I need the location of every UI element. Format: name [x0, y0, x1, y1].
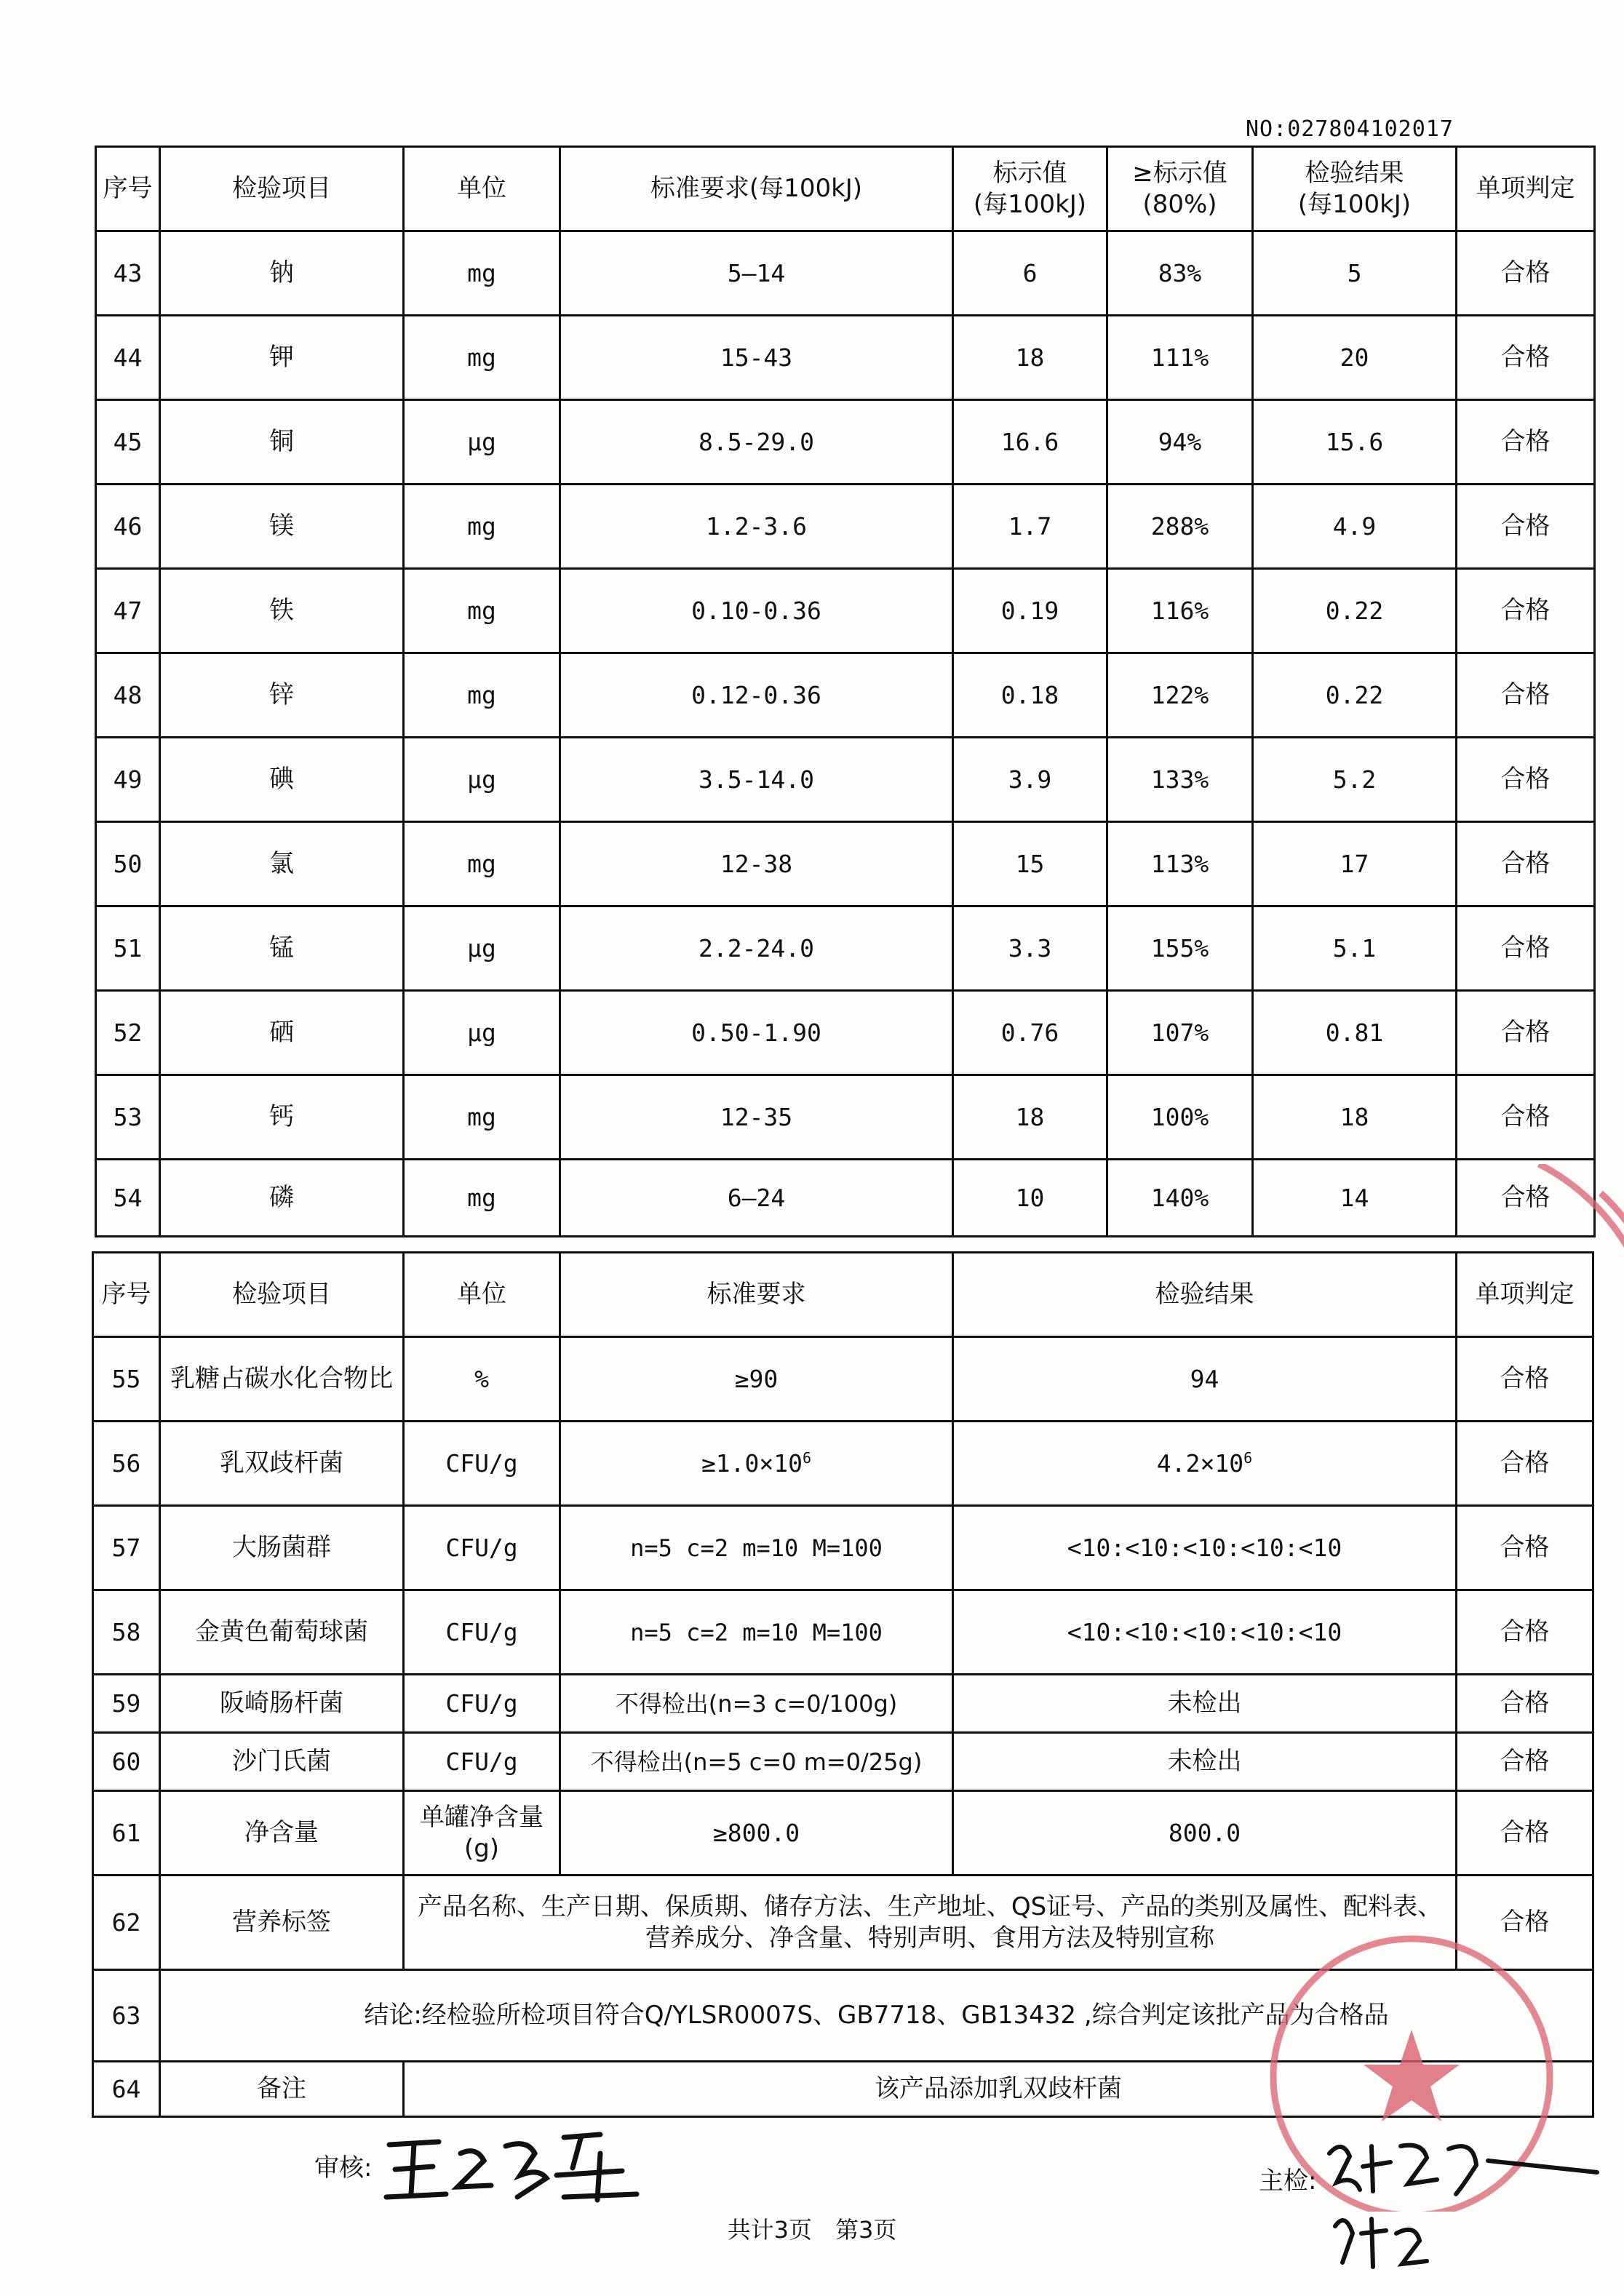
standard-cell: 1.2-3.6 [560, 485, 953, 569]
ratio-cell: 116% [1107, 569, 1253, 653]
verdict-cell: 合格 [1457, 316, 1595, 400]
table-row [96, 400, 1595, 485]
label-value-cell: 1.7 [953, 485, 1107, 569]
header-ratio-line2: (80%) [1142, 189, 1217, 219]
ratio-cell: 122% [1107, 653, 1253, 738]
unit-cell: μg [404, 738, 560, 822]
table-row [96, 231, 1595, 316]
mineral-test-table [95, 146, 1596, 1237]
header-result-line1: 检验结果 [1305, 159, 1404, 188]
item-cell: 磷 [160, 1160, 404, 1237]
seq-cell: 61 [93, 1791, 160, 1876]
ratio-cell: 133% [1107, 738, 1253, 822]
seq-cell: 47 [96, 569, 160, 653]
seq-cell: 57 [93, 1506, 160, 1590]
label-value-cell: 0.76 [953, 991, 1107, 1075]
unit-cell: mg [404, 653, 560, 738]
standard-cell: 6—24 [560, 1160, 953, 1237]
unit-cell: mg [404, 569, 560, 653]
ratio-cell: 288% [1107, 485, 1253, 569]
unit-cell: mg [404, 316, 560, 400]
remark-text: 该产品添加乳双歧杆菌 [404, 2062, 1593, 2117]
seal-star-icon [1364, 2030, 1460, 2121]
label-value-cell: 3.3 [953, 906, 1107, 991]
verdict-cell: 合格 [1457, 231, 1595, 316]
result-cell: 14 [1253, 1160, 1457, 1237]
label-value-cell: 15 [953, 822, 1107, 906]
standard-cell [560, 1422, 953, 1506]
label-value-cell: 10 [953, 1160, 1107, 1237]
result-cell: 5.2 [1253, 738, 1457, 822]
header-ratio-line1: ≥标示值 [1132, 159, 1227, 188]
verdict-cell: 合格 [1457, 822, 1595, 906]
result-exponent: 6 [1243, 1448, 1253, 1467]
header-ratio [1107, 147, 1253, 231]
standard-cell: 12-38 [560, 822, 953, 906]
reviewer-signature [382, 2124, 644, 2212]
standard-cell: 0.12-0.36 [560, 653, 953, 738]
verdict-cell: 合格 [1457, 569, 1595, 653]
unit-cell: CFU/g [404, 1733, 560, 1791]
seq-cell: 59 [93, 1675, 160, 1733]
header-unit: 单位 [404, 147, 560, 231]
ratio-cell: 94% [1107, 400, 1253, 485]
item-cell: 碘 [160, 738, 404, 822]
standard-cell: ≥800.0 [560, 1791, 953, 1876]
verdict-cell: 合格 [1457, 991, 1595, 1075]
seq-cell: 51 [96, 906, 160, 991]
result-cell: 15.6 [1253, 400, 1457, 485]
item-cell: 氯 [160, 822, 404, 906]
ratio-cell: 140% [1107, 1160, 1253, 1237]
header-verdict: 单项判定 [1457, 147, 1595, 231]
item-cell: 钾 [160, 316, 404, 400]
seq-cell: 63 [93, 1970, 160, 2062]
table-row [96, 906, 1595, 991]
table-row [96, 991, 1595, 1075]
unit-cell: μg [404, 400, 560, 485]
ratio-cell: 111% [1107, 316, 1253, 400]
item-cell: 铜 [160, 400, 404, 485]
conclusion-text: 结论:经检验所检项目符合Q/YLSR0007S、GB7718、GB13432 ,综合判定该批产品为合格品 [160, 1970, 1593, 2062]
result-cell: 未检出 [953, 1675, 1457, 1733]
header2-unit: 单位 [404, 1253, 560, 1337]
standard-base: ≥1.0×10 [701, 1448, 803, 1478]
header-label-value-line2: (每100kJ) [973, 189, 1087, 219]
verdict-cell: 合格 [1457, 1075, 1595, 1160]
standard-cell: n=5 c=2 m=10 M=100 [560, 1506, 953, 1590]
unit-cell: mg [404, 1075, 560, 1160]
seq-cell: 54 [96, 1160, 160, 1237]
nutrition-label-content: 产品名称、生产日期、保质期、储存方法、生产地址、QS证号、产品的类别及属性、配料表、营养成分、净含量、特别声明、食用方法及特别宣称 [404, 1876, 1457, 1970]
seq-cell: 48 [96, 653, 160, 738]
table-row [96, 569, 1595, 653]
total-pages: 共计3页 [727, 2216, 812, 2244]
table-row [96, 316, 1595, 400]
header-item: 检验项目 [160, 147, 404, 231]
seq-cell: 44 [96, 316, 160, 400]
table1-header-row [96, 147, 1595, 231]
result-base: 4.2×10 [1156, 1448, 1244, 1478]
unit-cell: mg [404, 822, 560, 906]
ratio-cell: 83% [1107, 231, 1253, 316]
ratio-cell: 100% [1107, 1075, 1253, 1160]
item-cell: 金黄色葡萄球菌 [160, 1590, 404, 1675]
label-value-cell: 16.6 [953, 400, 1107, 485]
result-cell: <10:<10:<10:<10:<10 [953, 1506, 1457, 1590]
table-row [96, 653, 1595, 738]
unit-cell: μg [404, 906, 560, 991]
unit-cell: CFU/g [404, 1506, 560, 1590]
seq-cell: 45 [96, 400, 160, 485]
item-cell: 钙 [160, 1075, 404, 1160]
header2-standard: 标准要求 [560, 1253, 953, 1337]
header2-verdict: 单项判定 [1457, 1253, 1593, 1337]
seq-cell: 58 [93, 1590, 160, 1675]
unit-cell: CFU/g [404, 1422, 560, 1506]
remark-label: 备注 [160, 2062, 404, 2117]
item-cell: 铁 [160, 569, 404, 653]
seq-cell: 50 [96, 822, 160, 906]
verdict-cell: 合格 [1457, 400, 1595, 485]
item-cell: 钠 [160, 231, 404, 316]
report-number-label: NO: [1246, 116, 1288, 142]
item-cell: 锌 [160, 653, 404, 738]
item-cell: 净含量 [160, 1791, 404, 1876]
header2-result: 检验结果 [953, 1253, 1457, 1337]
standard-cell: ≥90 [560, 1337, 953, 1422]
verdict-cell: 合格 [1457, 1422, 1593, 1506]
header2-item: 检验项目 [160, 1253, 404, 1337]
unit-cell: 单罐净含量(g) [404, 1791, 560, 1876]
label-value-cell: 18 [953, 1075, 1107, 1160]
header-label-value-line1: 标示值 [992, 159, 1067, 188]
unit-cell: mg [404, 485, 560, 569]
result-cell: 0.81 [1253, 991, 1457, 1075]
label-value-cell: 0.18 [953, 653, 1107, 738]
standard-cell: n=5 c=2 m=10 M=100 [560, 1590, 953, 1675]
item-cell: 阪崎肠杆菌 [160, 1675, 404, 1733]
table1-body [96, 231, 1595, 1237]
seq-cell: 49 [96, 738, 160, 822]
table-row [96, 822, 1595, 906]
header-seq: 序号 [96, 147, 160, 231]
item-cell: 硒 [160, 991, 404, 1075]
standard-cell: 8.5-29.0 [560, 400, 953, 485]
header-result-line2: (每100kJ) [1297, 189, 1412, 219]
result-cell: 未检出 [953, 1733, 1457, 1791]
verdict-cell: 合格 [1457, 485, 1595, 569]
reviewer-label: 审核: [314, 2153, 373, 2183]
item-cell: 镁 [160, 485, 404, 569]
verdict-cell: 合格 [1457, 906, 1595, 991]
verdict-cell: 合格 [1457, 653, 1595, 738]
verdict-cell: 合格 [1457, 738, 1595, 822]
result-cell: 5.1 [1253, 906, 1457, 991]
seq-cell: 64 [93, 2062, 160, 2117]
report-number-value: 027804102017 [1287, 116, 1454, 142]
standard-cell: 0.10-0.36 [560, 569, 953, 653]
result-cell: 0.22 [1253, 653, 1457, 738]
header-standard: 标准要求(每100kJ) [560, 147, 953, 231]
unit-cell: μg [404, 991, 560, 1075]
ratio-cell: 155% [1107, 906, 1253, 991]
table-row [96, 1075, 1595, 1160]
standard-cell: 12-35 [560, 1075, 953, 1160]
page-footer [0, 2212, 1624, 2245]
standard-cell: 15-43 [560, 316, 953, 400]
standard-cell: 3.5-14.0 [560, 738, 953, 822]
item-cell: 营养标签 [160, 1876, 404, 1970]
seq-cell: 53 [96, 1075, 160, 1160]
seq-cell: 55 [93, 1337, 160, 1422]
seq-cell: 43 [96, 231, 160, 316]
item-cell: 大肠菌群 [160, 1506, 404, 1590]
standard-exponent: 6 [803, 1448, 812, 1467]
item-cell: 乳双歧杆菌 [160, 1422, 404, 1506]
inspector-signature [1321, 2124, 1612, 2277]
ratio-cell: 107% [1107, 991, 1253, 1075]
unit-cell: mg [404, 1160, 560, 1237]
seq-cell: 62 [93, 1876, 160, 1970]
verdict-cell: 合格 [1457, 1876, 1593, 1970]
standard-cell: 不得检出(n=5 c=0 m=0/25g) [560, 1733, 953, 1791]
unit-cell: CFU/g [404, 1590, 560, 1675]
verdict-cell: 合格 [1457, 1791, 1593, 1876]
standard-cell: 0.50-1.90 [560, 991, 953, 1075]
report-number [1246, 116, 1454, 142]
item-cell: 锰 [160, 906, 404, 991]
label-value-cell: 3.9 [953, 738, 1107, 822]
seq-cell: 56 [93, 1422, 160, 1506]
verdict-cell: 合格 [1457, 1506, 1593, 1590]
result-cell: 4.9 [1253, 485, 1457, 569]
unit-cell: % [404, 1337, 560, 1422]
seq-cell: 46 [96, 485, 160, 569]
result-cell: 94 [953, 1337, 1457, 1422]
standard-cell: 不得检出(n=3 c=0/100g) [560, 1675, 953, 1733]
verdict-cell: 合格 [1457, 1675, 1593, 1733]
result-cell: 17 [1253, 822, 1457, 906]
table-row [96, 485, 1595, 569]
verdict-cell: 合格 [1457, 1733, 1593, 1791]
official-seal-stamp [1237, 1164, 1624, 2212]
label-value-cell: 0.19 [953, 569, 1107, 653]
result-cell: <10:<10:<10:<10:<10 [953, 1590, 1457, 1675]
table-row [96, 738, 1595, 822]
result-cell: 800.0 [953, 1791, 1457, 1876]
result-cell: 20 [1253, 316, 1457, 400]
header-label-value [953, 147, 1107, 231]
label-value-cell: 6 [953, 231, 1107, 316]
standard-cell: 2.2-24.0 [560, 906, 953, 991]
result-cell: 18 [1253, 1075, 1457, 1160]
item-cell: 乳糖占碳水化合物比 [160, 1337, 404, 1422]
verdict-cell: 合格 [1457, 1337, 1593, 1422]
header-result [1253, 147, 1457, 231]
result-cell: 5 [1253, 231, 1457, 316]
result-cell: 0.22 [1253, 569, 1457, 653]
unit-cell: mg [404, 231, 560, 316]
ratio-cell: 113% [1107, 822, 1253, 906]
item-cell: 沙门氏菌 [160, 1733, 404, 1791]
verdict-cell: 合格 [1457, 1590, 1593, 1675]
verdict-cell: 合格 [1457, 1160, 1595, 1237]
seq-cell: 60 [93, 1733, 160, 1791]
unit-cell: CFU/g [404, 1675, 560, 1733]
seq-cell: 52 [96, 991, 160, 1075]
header2-seq: 序号 [93, 1253, 160, 1337]
standard-cell: 5—14 [560, 231, 953, 316]
current-page: 第3页 [835, 2216, 897, 2244]
label-value-cell: 18 [953, 316, 1107, 400]
inspector-label: 主检: [1259, 2167, 1317, 2196]
